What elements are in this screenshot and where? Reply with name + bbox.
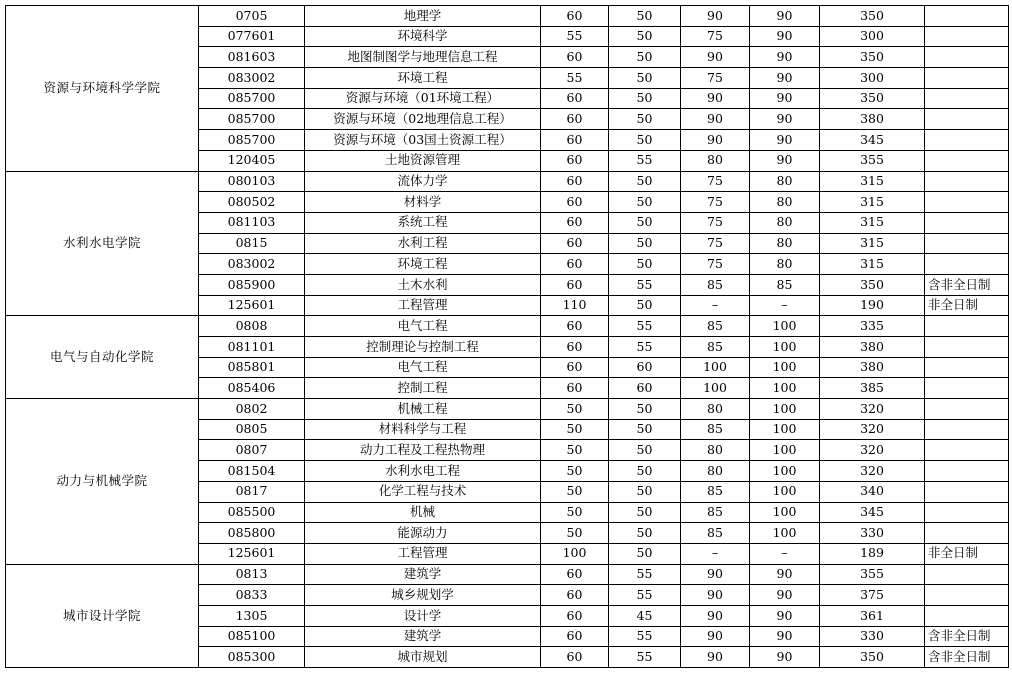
score-foreign-language: 50: [609, 130, 681, 151]
score-foreign-language: 50: [609, 171, 681, 192]
score-subject-2: 100: [750, 337, 820, 358]
major-code: 085700: [199, 109, 305, 130]
score-subject-1: 90: [681, 647, 750, 668]
score-total: 380: [820, 109, 925, 130]
score-subject-2: 100: [750, 523, 820, 544]
score-subject-2: 90: [750, 647, 820, 668]
score-subject-2: 100: [750, 502, 820, 523]
note: [925, 564, 1009, 585]
score-subject-1: 75: [681, 254, 750, 275]
major-code: 125601: [199, 295, 305, 316]
score-foreign-language: 60: [609, 378, 681, 399]
score-subject-1: 90: [681, 109, 750, 130]
major-code: 1305: [199, 605, 305, 626]
major-name: 系统工程: [305, 212, 541, 233]
major-name: 环境工程: [305, 254, 541, 275]
note: [925, 461, 1009, 482]
score-subject-1: 90: [681, 585, 750, 606]
score-politics: 60: [541, 564, 609, 585]
score-subject-1: 75: [681, 233, 750, 254]
score-subject-1: 80: [681, 461, 750, 482]
score-foreign-language: 55: [609, 626, 681, 647]
score-total: 330: [820, 523, 925, 544]
score-foreign-language: 50: [609, 88, 681, 109]
score-total: 345: [820, 130, 925, 151]
note: 含非全日制: [925, 274, 1009, 295]
score-foreign-language: 60: [609, 357, 681, 378]
score-table-body: [6, 6, 1009, 668]
score-foreign-language: 50: [609, 481, 681, 502]
major-code: 080103: [199, 171, 305, 192]
score-politics: 60: [541, 254, 609, 275]
major-code: 083002: [199, 68, 305, 89]
score-total: 315: [820, 192, 925, 213]
score-subject-2: 90: [750, 88, 820, 109]
score-subject-2: 100: [750, 440, 820, 461]
score-subject-2: 90: [750, 109, 820, 130]
college-name: 动力与机械学院: [6, 399, 199, 565]
score-total: 315: [820, 254, 925, 275]
score-foreign-language: 55: [609, 647, 681, 668]
score-subject-2: 90: [750, 47, 820, 68]
score-subject-1: 90: [681, 626, 750, 647]
score-subject-1: 75: [681, 212, 750, 233]
score-total: 350: [820, 47, 925, 68]
note: [925, 88, 1009, 109]
score-subject-2: 90: [750, 6, 820, 27]
score-subject-2: –: [750, 543, 820, 564]
major-code: 081504: [199, 461, 305, 482]
score-foreign-language: 50: [609, 192, 681, 213]
note: [925, 47, 1009, 68]
note: 非全日制: [925, 543, 1009, 564]
score-table: [5, 5, 1009, 668]
note: [925, 316, 1009, 337]
major-code: 125601: [199, 543, 305, 564]
note: [925, 502, 1009, 523]
score-subject-1: 90: [681, 6, 750, 27]
score-subject-1: 75: [681, 26, 750, 47]
major-name: 能源动力: [305, 523, 541, 544]
major-code: 085700: [199, 88, 305, 109]
score-total: 380: [820, 357, 925, 378]
score-subject-1: 85: [681, 316, 750, 337]
note: [925, 523, 1009, 544]
score-politics: 60: [541, 233, 609, 254]
note: [925, 440, 1009, 461]
score-total: 345: [820, 502, 925, 523]
major-name: 地图制图学与地理信息工程: [305, 47, 541, 68]
score-subject-2: 100: [750, 378, 820, 399]
major-name: 水利水电工程: [305, 461, 541, 482]
major-code: 081103: [199, 212, 305, 233]
score-politics: 50: [541, 523, 609, 544]
score-subject-2: 90: [750, 626, 820, 647]
score-politics: 60: [541, 212, 609, 233]
note: [925, 109, 1009, 130]
major-name: 环境工程: [305, 68, 541, 89]
table-row: [6, 6, 1009, 27]
note: [925, 605, 1009, 626]
score-foreign-language: 50: [609, 502, 681, 523]
major-name: 土地资源管理: [305, 150, 541, 171]
major-code: 0815: [199, 233, 305, 254]
major-name: 流体力学: [305, 171, 541, 192]
major-name: 电气工程: [305, 316, 541, 337]
score-politics: 60: [541, 378, 609, 399]
major-code: 085100: [199, 626, 305, 647]
note: [925, 212, 1009, 233]
note: [925, 130, 1009, 151]
score-foreign-language: 50: [609, 461, 681, 482]
table-row: [6, 564, 1009, 585]
score-subject-1: 90: [681, 130, 750, 151]
score-subject-1: –: [681, 543, 750, 564]
score-foreign-language: 55: [609, 564, 681, 585]
note: [925, 585, 1009, 606]
major-name: 电气工程: [305, 357, 541, 378]
college-name: 电气与自动化学院: [6, 316, 199, 399]
major-code: 120405: [199, 150, 305, 171]
major-code: 085900: [199, 274, 305, 295]
major-code: 0805: [199, 419, 305, 440]
note: [925, 337, 1009, 358]
major-code: 0833: [199, 585, 305, 606]
score-total: 189: [820, 543, 925, 564]
major-code: 081101: [199, 337, 305, 358]
score-subject-2: 90: [750, 564, 820, 585]
table-row: [6, 399, 1009, 420]
major-code: 0705: [199, 6, 305, 27]
major-code: 085700: [199, 130, 305, 151]
score-subject-2: 100: [750, 481, 820, 502]
score-subject-1: 100: [681, 378, 750, 399]
score-subject-1: 90: [681, 564, 750, 585]
note: [925, 150, 1009, 171]
score-subject-1: 85: [681, 337, 750, 358]
note: [925, 26, 1009, 47]
major-code: 085406: [199, 378, 305, 399]
score-total: 330: [820, 626, 925, 647]
score-politics: 50: [541, 399, 609, 420]
major-code: 0817: [199, 481, 305, 502]
score-foreign-language: 55: [609, 316, 681, 337]
major-name: 土木水利: [305, 274, 541, 295]
score-subject-2: 90: [750, 605, 820, 626]
score-subject-1: 85: [681, 419, 750, 440]
major-code: 085500: [199, 502, 305, 523]
major-name: 城市规划: [305, 647, 541, 668]
major-code: 0813: [199, 564, 305, 585]
score-politics: 50: [541, 502, 609, 523]
score-subject-2: 80: [750, 212, 820, 233]
score-subject-2: 80: [750, 171, 820, 192]
score-politics: 50: [541, 481, 609, 502]
score-subject-2: 80: [750, 192, 820, 213]
note: [925, 171, 1009, 192]
score-total: 320: [820, 461, 925, 482]
score-foreign-language: 50: [609, 68, 681, 89]
score-politics: 55: [541, 26, 609, 47]
score-politics: 60: [541, 357, 609, 378]
score-subject-2: 100: [750, 461, 820, 482]
major-code: 081603: [199, 47, 305, 68]
score-subject-1: 90: [681, 88, 750, 109]
score-politics: 100: [541, 543, 609, 564]
score-foreign-language: 50: [609, 254, 681, 275]
note: [925, 254, 1009, 275]
major-name: 动力工程及工程热物理: [305, 440, 541, 461]
note: [925, 481, 1009, 502]
score-politics: 60: [541, 171, 609, 192]
score-politics: 60: [541, 192, 609, 213]
table-row: [6, 316, 1009, 337]
note: 含非全日制: [925, 626, 1009, 647]
score-foreign-language: 50: [609, 543, 681, 564]
score-politics: 60: [541, 47, 609, 68]
score-foreign-language: 50: [609, 26, 681, 47]
score-subject-2: 100: [750, 399, 820, 420]
score-foreign-language: 55: [609, 585, 681, 606]
major-code: 0802: [199, 399, 305, 420]
note: [925, 192, 1009, 213]
score-politics: 110: [541, 295, 609, 316]
score-foreign-language: 50: [609, 47, 681, 68]
score-foreign-language: 55: [609, 274, 681, 295]
score-total: 315: [820, 233, 925, 254]
score-politics: 60: [541, 130, 609, 151]
major-name: 资源与环境（03国土资源工程）: [305, 130, 541, 151]
major-name: 材料学: [305, 192, 541, 213]
score-total: 340: [820, 481, 925, 502]
score-total: 350: [820, 647, 925, 668]
score-total: 361: [820, 605, 925, 626]
score-total: 355: [820, 150, 925, 171]
college-name: 城市设计学院: [6, 564, 199, 667]
score-total: 355: [820, 564, 925, 585]
major-name: 材料科学与工程: [305, 419, 541, 440]
score-subject-1: 85: [681, 274, 750, 295]
score-foreign-language: 50: [609, 440, 681, 461]
score-subject-2: –: [750, 295, 820, 316]
major-name: 资源与环境（01环境工程）: [305, 88, 541, 109]
major-name: 控制工程: [305, 378, 541, 399]
major-name: 建筑学: [305, 626, 541, 647]
major-name: 城乡规划学: [305, 585, 541, 606]
major-code: 083002: [199, 254, 305, 275]
score-politics: 60: [541, 605, 609, 626]
score-subject-1: 75: [681, 171, 750, 192]
score-total: 315: [820, 171, 925, 192]
score-foreign-language: 50: [609, 295, 681, 316]
score-politics: 60: [541, 88, 609, 109]
major-name: 机械工程: [305, 399, 541, 420]
score-subject-1: 80: [681, 399, 750, 420]
score-politics: 60: [541, 150, 609, 171]
college-name: 水利水电学院: [6, 171, 199, 316]
major-code: 085800: [199, 523, 305, 544]
score-total: 350: [820, 6, 925, 27]
score-politics: 60: [541, 6, 609, 27]
score-subject-2: 100: [750, 419, 820, 440]
major-name: 化学工程与技术: [305, 481, 541, 502]
major-name: 水利工程: [305, 233, 541, 254]
score-subject-1: 75: [681, 68, 750, 89]
score-subject-1: 85: [681, 523, 750, 544]
score-politics: 60: [541, 316, 609, 337]
major-name: 环境科学: [305, 26, 541, 47]
score-total: 300: [820, 68, 925, 89]
score-subject-2: 90: [750, 26, 820, 47]
score-politics: 60: [541, 337, 609, 358]
score-foreign-language: 50: [609, 212, 681, 233]
score-subject-1: 85: [681, 481, 750, 502]
score-subject-1: 75: [681, 192, 750, 213]
score-foreign-language: 50: [609, 399, 681, 420]
college-name: 资源与环境科学学院: [6, 6, 199, 172]
score-politics: 55: [541, 68, 609, 89]
score-politics: 60: [541, 274, 609, 295]
major-code: 080502: [199, 192, 305, 213]
major-name: 设计学: [305, 605, 541, 626]
score-total: 350: [820, 274, 925, 295]
score-foreign-language: 55: [609, 337, 681, 358]
score-foreign-language: 50: [609, 6, 681, 27]
score-foreign-language: 50: [609, 233, 681, 254]
score-politics: 50: [541, 461, 609, 482]
score-subject-1: –: [681, 295, 750, 316]
score-total: 300: [820, 26, 925, 47]
major-name: 工程管理: [305, 543, 541, 564]
score-politics: 60: [541, 626, 609, 647]
major-name: 控制理论与控制工程: [305, 337, 541, 358]
score-subject-1: 80: [681, 150, 750, 171]
score-subject-2: 90: [750, 68, 820, 89]
score-total: 375: [820, 585, 925, 606]
score-total: 320: [820, 419, 925, 440]
score-foreign-language: 50: [609, 419, 681, 440]
score-subject-1: 90: [681, 47, 750, 68]
major-code: 085300: [199, 647, 305, 668]
score-politics: 60: [541, 585, 609, 606]
score-subject-2: 80: [750, 233, 820, 254]
table-row: [6, 171, 1009, 192]
score-subject-2: 100: [750, 357, 820, 378]
score-subject-2: 100: [750, 316, 820, 337]
note: [925, 68, 1009, 89]
score-subject-1: 100: [681, 357, 750, 378]
score-foreign-language: 55: [609, 150, 681, 171]
note: [925, 357, 1009, 378]
score-foreign-language: 45: [609, 605, 681, 626]
score-foreign-language: 50: [609, 523, 681, 544]
score-subject-2: 90: [750, 585, 820, 606]
score-total: 335: [820, 316, 925, 337]
score-politics: 50: [541, 440, 609, 461]
major-code: 085801: [199, 357, 305, 378]
score-subject-2: 80: [750, 254, 820, 275]
score-total: 380: [820, 337, 925, 358]
score-subject-2: 90: [750, 130, 820, 151]
score-subject-2: 90: [750, 150, 820, 171]
major-name: 资源与环境（02地理信息工程）: [305, 109, 541, 130]
major-code: 077601: [199, 26, 305, 47]
note: 含非全日制: [925, 647, 1009, 668]
major-code: 0808: [199, 316, 305, 337]
score-total: 320: [820, 440, 925, 461]
major-name: 建筑学: [305, 564, 541, 585]
major-name: 机械: [305, 502, 541, 523]
note: [925, 233, 1009, 254]
score-politics: 50: [541, 419, 609, 440]
major-name: 工程管理: [305, 295, 541, 316]
score-foreign-language: 50: [609, 109, 681, 130]
score-politics: 60: [541, 647, 609, 668]
score-total: 350: [820, 88, 925, 109]
note: 非全日制: [925, 295, 1009, 316]
score-subject-1: 80: [681, 440, 750, 461]
score-total: 190: [820, 295, 925, 316]
score-subject-1: 85: [681, 502, 750, 523]
major-code: 0807: [199, 440, 305, 461]
score-subject-1: 90: [681, 605, 750, 626]
note: [925, 419, 1009, 440]
major-name: 地理学: [305, 6, 541, 27]
note: [925, 378, 1009, 399]
score-subject-2: 85: [750, 274, 820, 295]
score-total: 315: [820, 212, 925, 233]
score-total: 385: [820, 378, 925, 399]
note: [925, 399, 1009, 420]
note: [925, 6, 1009, 27]
score-politics: 60: [541, 109, 609, 130]
score-total: 320: [820, 399, 925, 420]
